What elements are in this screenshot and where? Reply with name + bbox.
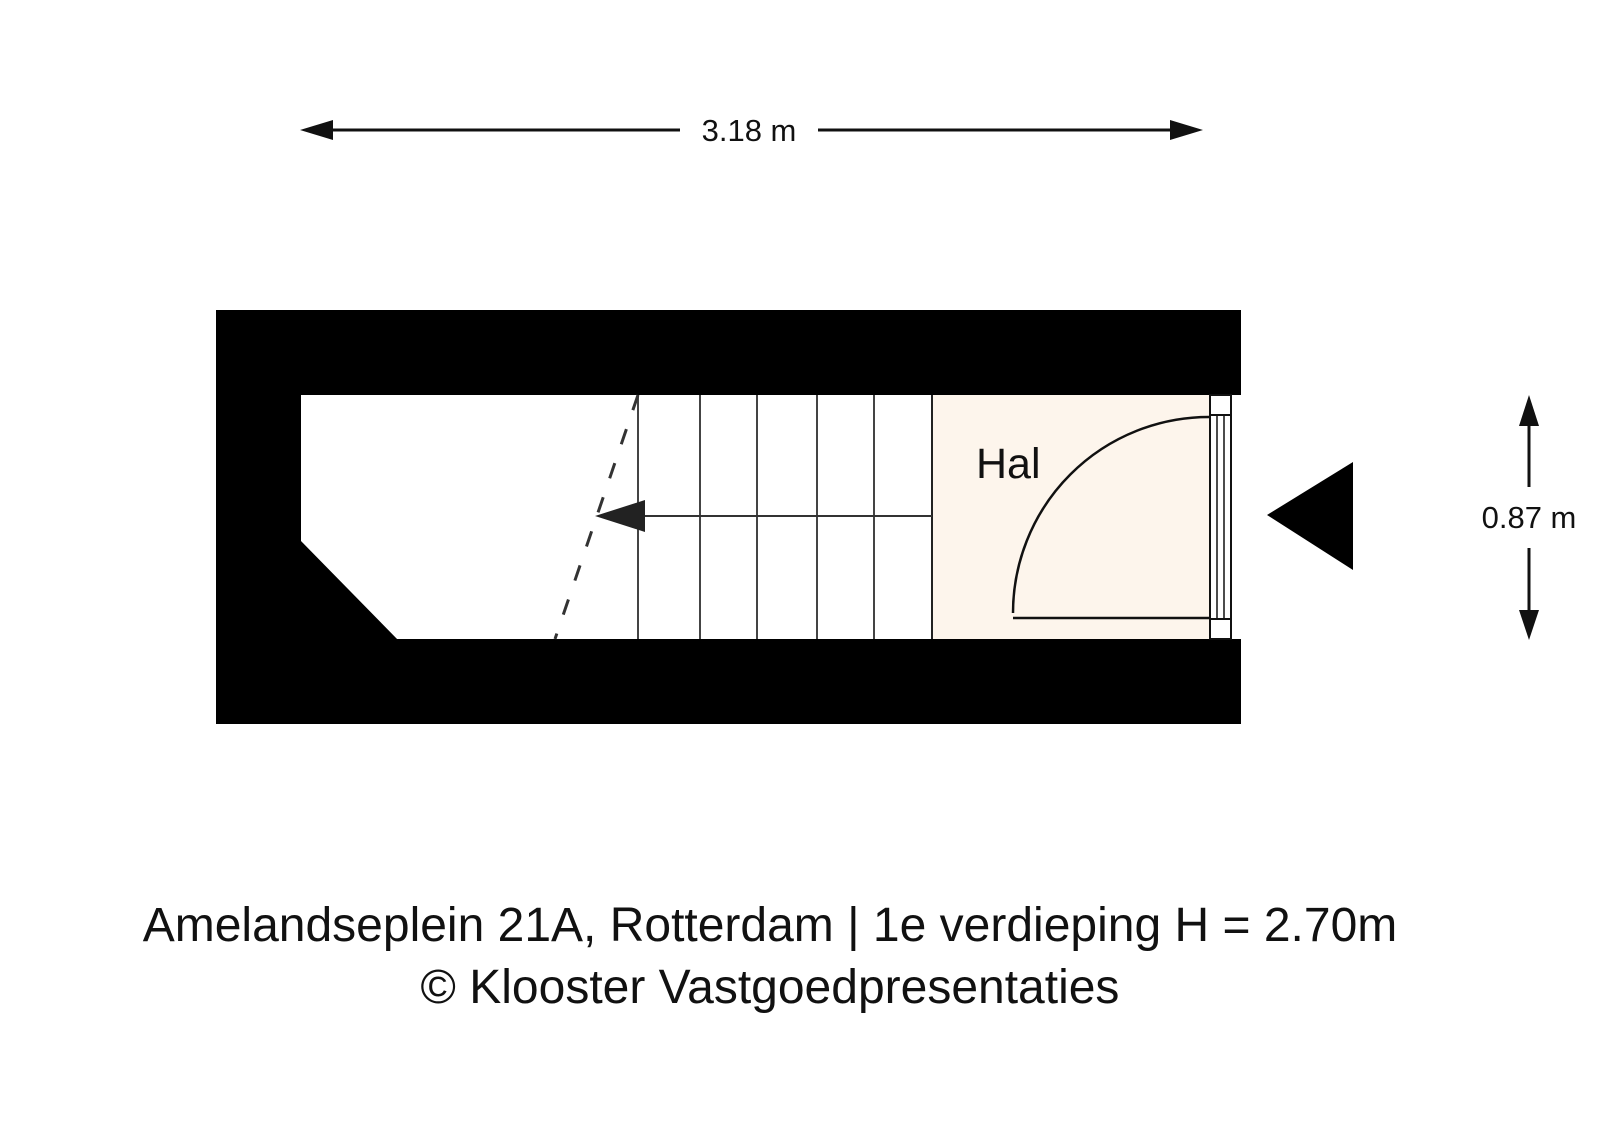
stairs bbox=[555, 395, 932, 639]
arrow-right-icon bbox=[1170, 120, 1203, 140]
width-label: 3.18 m bbox=[701, 113, 797, 148]
door-frame bbox=[1210, 395, 1231, 639]
arrow-up-icon bbox=[1519, 395, 1539, 426]
caption-address: Amelandseplein 21A, Rotterdam | 1e verdieping H = 2.70m bbox=[142, 899, 1398, 952]
entrance-arrow-icon bbox=[1267, 462, 1353, 570]
caption-copyright: © Klooster Vastgoedpresentaties bbox=[420, 961, 1120, 1014]
wall-bottom bbox=[216, 639, 1241, 724]
stair-arrow-icon bbox=[595, 500, 645, 532]
arrow-down-icon bbox=[1519, 610, 1539, 640]
depth-dimension bbox=[1482, 395, 1577, 640]
width-dimension bbox=[300, 113, 1203, 148]
depth-label: 0.87 m bbox=[1481, 500, 1577, 535]
room-label-hal: Hal bbox=[976, 440, 1041, 488]
wall-top bbox=[216, 310, 1241, 395]
wall-corner-chamfer bbox=[300, 540, 399, 641]
arrow-left-icon bbox=[300, 120, 333, 140]
hal-floor bbox=[932, 395, 1211, 639]
wall-left bbox=[216, 310, 301, 724]
